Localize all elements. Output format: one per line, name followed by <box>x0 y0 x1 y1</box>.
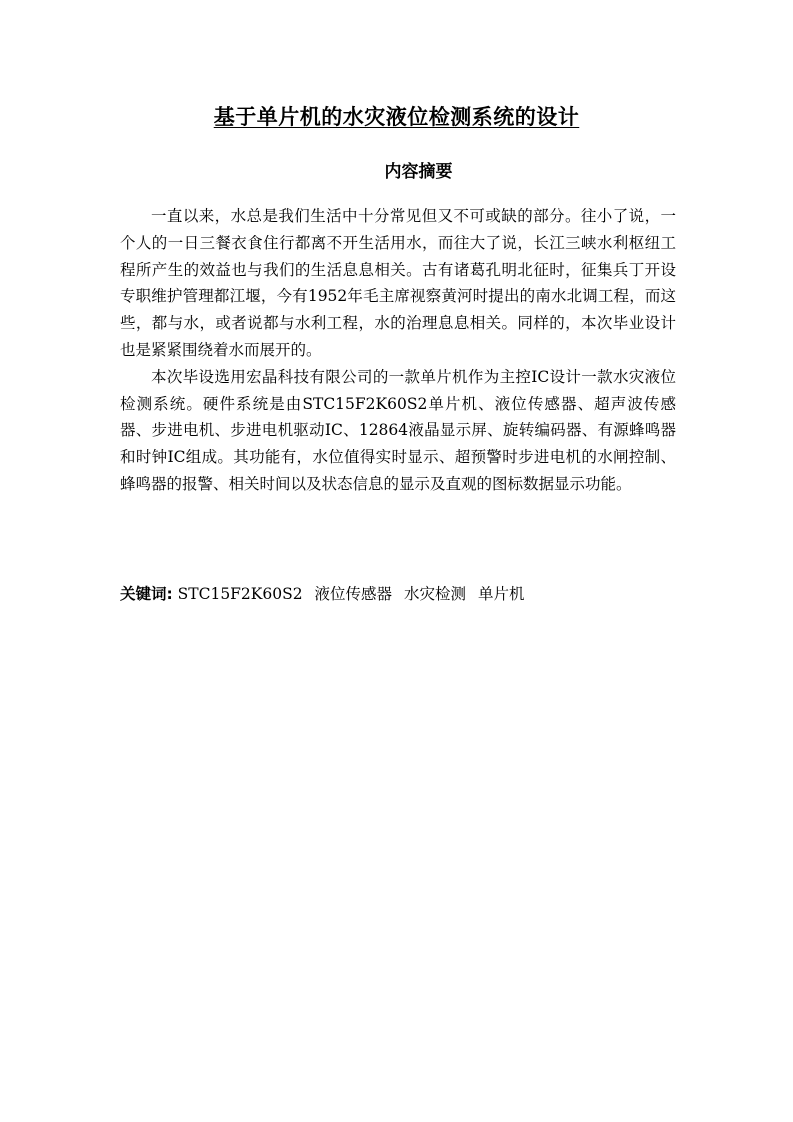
document-title-text: 基于单片机的水灾液位检测系统的设计 <box>213 105 580 129</box>
keywords-label: 关键词: <box>120 585 173 603</box>
document-title <box>0 101 793 133</box>
keyword: 液位传感器 <box>314 585 393 603</box>
keyword: 单片机 <box>477 585 525 603</box>
abstract-paragraph: 一直以来，水总是我们生活中十分常见但又不可或缺的部分。往小了说，一个人的一日三餐衣食住行都离不开生活用水，而往大了说，长江三峡水利枢纽工程所产生的效益也与我们的生活息息相关。古有诸葛孔明北征时，征集兵丁开设专职维护管理都江堰，今有1952年毛主席视察黄河时提出的南水北调工程，而这些，都与水，或者说都与水利工程，水的治理息息相关。同样的，本次毕业设计也是紧紧围绕着水而展开的。 <box>120 207 676 359</box>
section-heading: 内容摘要 <box>384 162 453 182</box>
keywords-line <box>120 581 680 607</box>
keyword: STC15F2K60S2 <box>177 585 303 603</box>
keyword: 水灾检测 <box>403 585 466 603</box>
abstract-paragraph: 本次毕设选用宏晶科技有限公司的一款单片机作为主控IC设计一款水灾液位检测系统。硬件系统是由STC15F2K60S2单片机、液位传感器、超声波传感器、步进电机、步进电机驱动IC、12864液晶显示屏、旋转编码器、有源蜂鸣器和时钟IC组成。其功能有，水位值得实时显示、超预警时步进电机的水闸控制、蜂鸣器的报警、相关时间以及状态信息的显示及直观的图标数据显示功能。 <box>120 367 676 493</box>
abstract-body <box>120 203 676 498</box>
